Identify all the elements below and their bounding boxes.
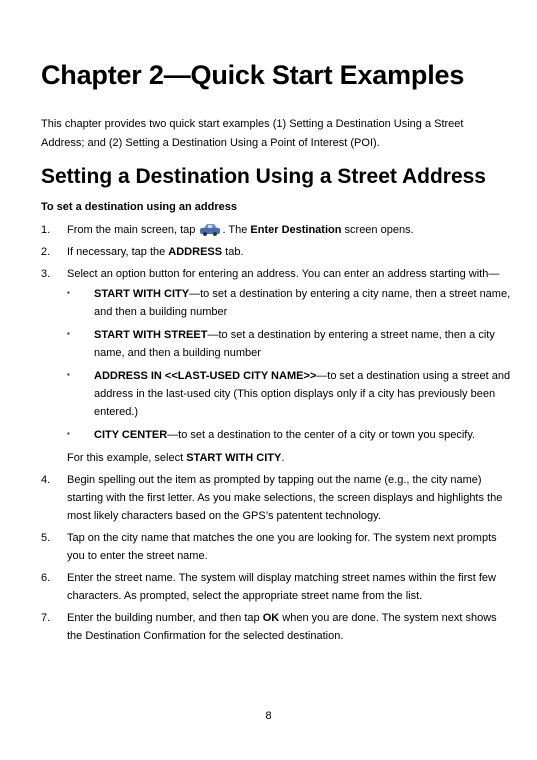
- step-text: screen opens.: [341, 224, 414, 236]
- option-start-with-street: [67, 326, 511, 362]
- step-text: Enter the building number, and then tap: [67, 612, 263, 624]
- step-text: when you are done. The system next shows the Destination Confirmation for the selected destination.: [67, 612, 497, 642]
- button-name: OK: [262, 612, 280, 624]
- procedure-heading: To set a destination using an address: [41, 201, 238, 213]
- screen-name: Enter Destination: [250, 224, 342, 236]
- step-text: From the main screen, tap: [67, 224, 199, 236]
- note-text: For this example, select: [67, 452, 187, 464]
- step-number: 4.: [41, 474, 51, 486]
- car-icon[interactable]: [199, 222, 221, 236]
- note-text: .: [281, 452, 285, 464]
- step-5: [41, 529, 511, 565]
- chapter-title: Chapter 2—Quick Start Examples: [41, 60, 465, 90]
- step-6: [41, 569, 511, 605]
- option-start-with-city: [67, 285, 511, 321]
- step-number: 5.: [41, 532, 51, 544]
- step-text: . The: [222, 224, 251, 236]
- step-number: 1.: [41, 224, 51, 236]
- option-name: START WITH CITY: [94, 288, 190, 300]
- option-address-in-last-city: [67, 367, 511, 421]
- option-name: START WITH STREET: [94, 329, 208, 341]
- bullet-icon: ▪: [67, 370, 70, 379]
- option-city-center: [67, 426, 511, 444]
- option-name: ADDRESS IN <<LAST-USED CITY NAME>>: [94, 370, 317, 382]
- tab-name: ADDRESS: [168, 246, 223, 258]
- option-text: —to set a destination by entering a street name, then a city name, and then a building number: [94, 329, 495, 359]
- option-list: [67, 285, 511, 444]
- option-name: CITY CENTER: [94, 429, 168, 441]
- step-text: If necessary, tap the: [67, 246, 169, 258]
- step-number: 2.: [41, 246, 51, 258]
- option-text: —to set a destination using a street and address in the last-used city (This option displays only if a city has previously been entered.): [94, 370, 511, 418]
- step-4: [41, 471, 511, 525]
- page-number: 8: [265, 710, 272, 722]
- step-2: [41, 243, 511, 261]
- option-text: —to set a destination to the center of a city or town you specify.: [167, 429, 476, 441]
- section-title: Setting a Destination Using a Street Address: [41, 165, 486, 188]
- step-number: 6.: [41, 572, 51, 584]
- step-3: [41, 265, 511, 467]
- bullet-icon: ▪: [67, 329, 70, 338]
- bullet-icon: ▪: [67, 288, 70, 297]
- step-text: Select an option button for entering an address. You can enter an address starting with—: [67, 268, 500, 280]
- bullet-icon: ▪: [67, 429, 70, 438]
- note-option: START WITH CITY: [186, 452, 282, 464]
- step-7: [41, 609, 511, 645]
- step-number: 7.: [41, 612, 51, 624]
- step-text: Enter the street name. The system will display matching street names within the first few characters. As prompted, select the appropriate street name from the list.: [67, 572, 496, 602]
- step-text: Tap on the city name that matches the one you are looking for. The system next prompts you to enter the street name.: [67, 532, 497, 562]
- steps-list: [41, 221, 511, 649]
- option-text: —to set a destination by entering a city name, then a street name, and then a building number: [94, 288, 511, 318]
- intro-paragraph: This chapter provides two quick start examples (1) Setting a Destination Using a Street Address; and (2) Setting a Destination Using a Point of Interest (POI).: [41, 118, 464, 149]
- step-text: tab.: [222, 246, 244, 258]
- step-1: [41, 221, 511, 239]
- step-number: 3.: [41, 268, 51, 280]
- example-note: [67, 449, 511, 467]
- step-text: Begin spelling out the item as prompted by tapping out the name (e.g., the city name) starting with the first letter. As you make selections, the screen displays and highlights the most likely characters based on the GPS’s patentent technology.: [67, 474, 503, 522]
